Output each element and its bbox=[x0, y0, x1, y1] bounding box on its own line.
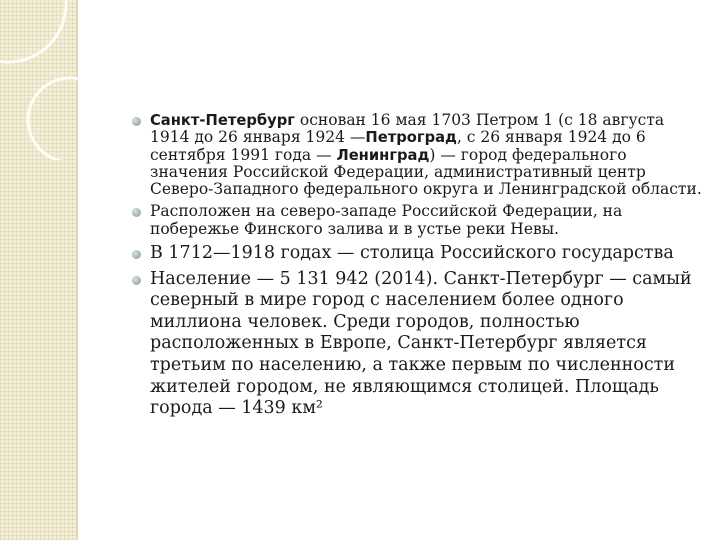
bullet-item-capital bbox=[132, 243, 707, 265]
bullet-item-location bbox=[132, 203, 707, 238]
bold-text: Ленинград bbox=[336, 146, 430, 164]
slide-content bbox=[132, 112, 707, 424]
text-run: ) — город федерального значения Российской Федерации, административный центр Северо-Западного федерального округа и Ленинградской области. bbox=[150, 145, 702, 199]
bullet-icon bbox=[132, 208, 141, 217]
bullet-text: Расположен на северо-западе Российской Федерации, на побережье Финского залива и в устье реки Невы. bbox=[150, 202, 623, 238]
text-run: , с 26 января 1924 до 6 сентября 1991 года — bbox=[150, 128, 646, 164]
bold-text: Петроград bbox=[365, 129, 457, 147]
bold-text: Санкт-Петербург bbox=[150, 112, 295, 129]
circle-ornament-icon bbox=[0, 0, 120, 160]
bullet-item-founding bbox=[132, 112, 707, 198]
bullet-list bbox=[132, 112, 707, 420]
bullet-text bbox=[150, 111, 702, 198]
bullet-item-population bbox=[132, 269, 707, 420]
bullet-icon bbox=[132, 117, 141, 126]
bullet-icon bbox=[132, 250, 141, 259]
bullet-icon bbox=[132, 276, 141, 285]
bullet-text: Население — 5 131 942 (2014). Санкт-Петербург — самый северный в мире город с населением более одного миллиона человек. Среди городов, полностью расположенных в Европе, Санкт-Петербург является третьим по населению, а также первым по численности жителей городом, не являющимся столицей. Площадь города — 1439 км² bbox=[150, 268, 692, 419]
text-run: основан 16 мая 1703 Петром 1 (с 18 августа 1914 до 26 января 1924 — bbox=[150, 111, 665, 147]
bullet-text: В 1712—1918 годах — столица Российского государства bbox=[150, 243, 674, 264]
